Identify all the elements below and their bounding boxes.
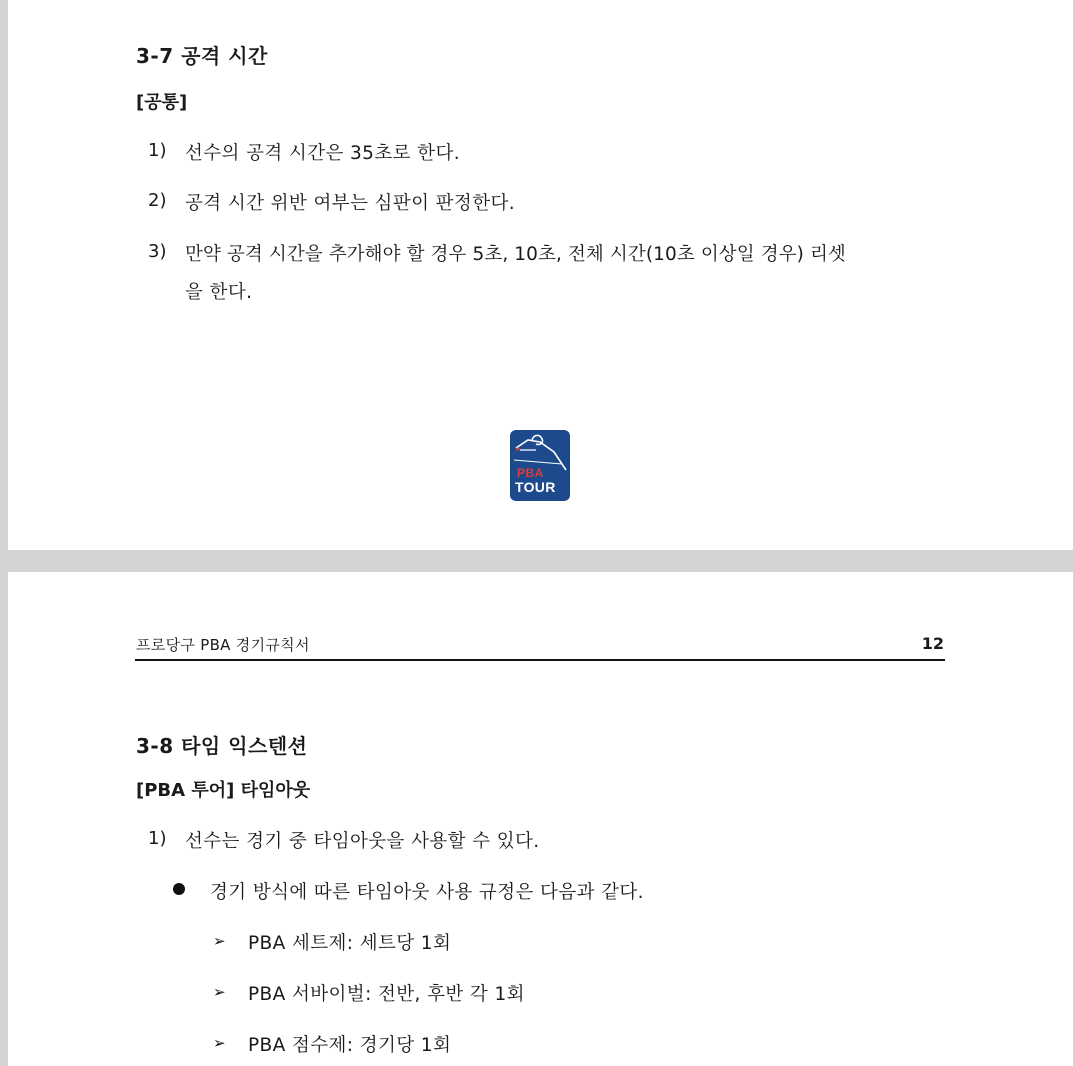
item-number-1: 1) <box>148 828 167 849</box>
logo-text-pba: PBA <box>517 466 544 480</box>
item-number-3: 3) <box>148 241 167 262</box>
document-page-2 <box>8 572 1073 1066</box>
sub-item-points: PBA 점수제: 경기당 1회 <box>248 1035 452 1056</box>
subsection-common: [공통] <box>136 92 188 113</box>
sub-item-survival: PBA 서바이벌: 전반, 후반 각 1회 <box>248 984 525 1005</box>
item-number-1: 1) <box>148 140 167 161</box>
subsection-pba-tour-timeout: [PBA 투어] 타임아웃 <box>136 780 311 801</box>
bullet-text: 경기 방식에 따른 타임아웃 사용 규정은 다음과 같다. <box>210 882 644 903</box>
sub-item-set: PBA 세트제: 세트당 1회 <box>248 933 452 954</box>
item-text-3-continuation: 을 한다. <box>185 282 253 303</box>
section-title-3-7: 3-7 공격 시간 <box>136 44 268 68</box>
item-text-1: 선수의 공격 시간은 35초로 한다. <box>185 143 460 164</box>
item-text-1: 선수는 경기 중 타임아웃을 사용할 수 있다. <box>185 831 540 852</box>
bullet-icon <box>173 883 185 895</box>
item-text-2: 공격 시간 위반 여부는 심판이 판정한다. <box>185 193 516 214</box>
logo-text-tour: TOUR <box>515 479 556 495</box>
arrow-bullet-icon: ➢ <box>213 1034 226 1052</box>
item-text-3: 만약 공격 시간을 추가해야 할 경우 5초, 10초, 전체 시간(10초 이상일 경우) 리셋 <box>185 244 846 265</box>
pba-tour-logo <box>510 430 570 501</box>
arrow-bullet-icon: ➢ <box>213 983 226 1001</box>
section-title-3-8: 3-8 타임 익스텐션 <box>136 734 308 758</box>
item-number-2: 2) <box>148 190 167 211</box>
page-number: 12 <box>921 634 944 653</box>
document-page-1 <box>8 0 1073 550</box>
header-divider <box>135 659 945 661</box>
document-header-title: 프로당구 PBA 경기규칙서 <box>136 636 310 654</box>
arrow-bullet-icon: ➢ <box>213 932 226 950</box>
